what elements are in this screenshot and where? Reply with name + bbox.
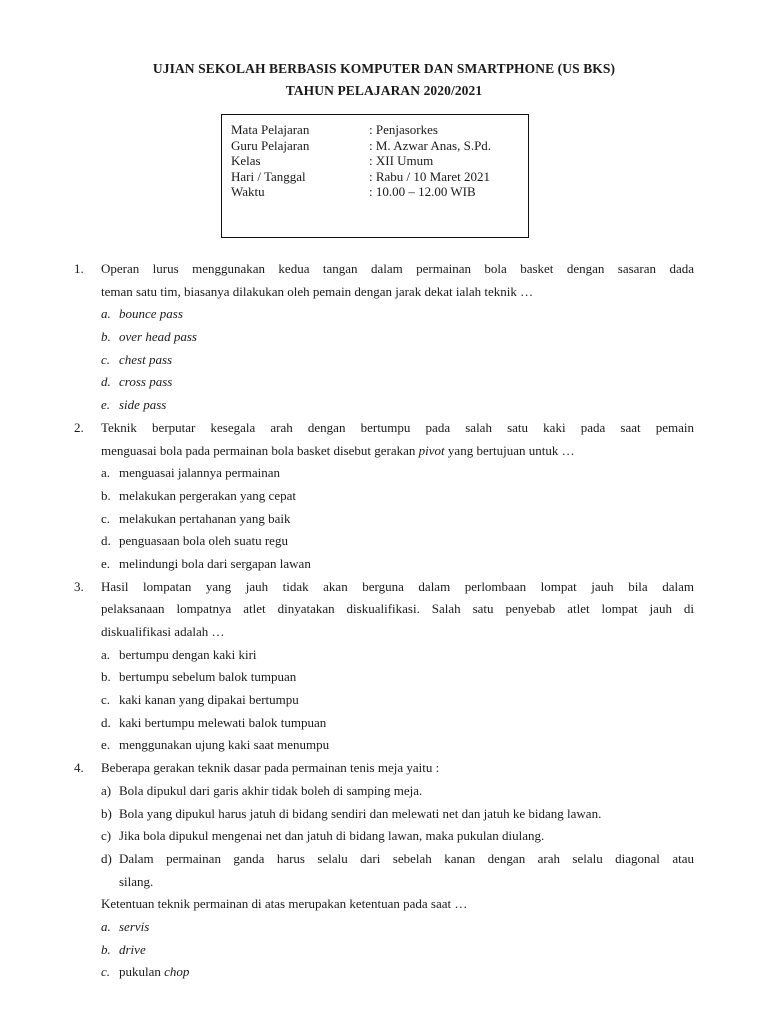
question-number: 1.: [74, 261, 84, 276]
answer-option[interactable]: [74, 734, 694, 757]
option-letter: a.: [101, 465, 111, 481]
option-letter: d.: [101, 714, 111, 730]
question-3-line: [74, 621, 694, 644]
question-text: teman satu tim, biasanya dilakukan oleh pemain dengan jarak dekat ialah teknik …: [101, 283, 534, 299]
info-row-class: [231, 153, 528, 169]
info-label: Hari / Tanggal: [231, 168, 306, 184]
question-text: Ketentuan teknik permainan di atas merupakan ketentuan pada saat …: [101, 896, 468, 912]
option-text: drive: [119, 941, 146, 957]
option-text: chest pass: [119, 351, 173, 367]
answer-option[interactable]: [74, 462, 694, 485]
question-text: Operan lurus menggunakan kedua tangan dalam permainan bola basket dengan sasaran dada: [101, 261, 694, 276]
question-2-line: [74, 440, 694, 463]
question-text: Beberapa gerakan teknik dasar pada permainan tenis meja yaitu :: [101, 760, 440, 776]
answer-option[interactable]: [74, 553, 694, 576]
sub-item: [74, 780, 694, 803]
answer-option[interactable]: [74, 326, 694, 349]
answer-option[interactable]: [74, 508, 694, 531]
option-letter: e.: [101, 555, 111, 571]
sub-item: [74, 803, 694, 826]
option-text: melindungi bola dari sergapan lawan: [119, 555, 311, 571]
info-value: : Rabu / 10 Maret 2021: [369, 168, 490, 184]
info-label: Waktu: [231, 184, 265, 199]
option-text: cross pass: [119, 374, 173, 390]
question-3-line: [74, 598, 694, 621]
question-text: diskualifikasi adalah …: [101, 624, 225, 639]
info-value: : Penjasorkes: [369, 122, 438, 137]
option-text: kaki kanan yang dipakai bertumpu: [119, 692, 299, 708]
info-row-time: [231, 184, 528, 200]
option-text: bertumpu sebelum balok tumpuan: [119, 669, 297, 685]
option-letter: a.: [101, 306, 111, 322]
question-number: 3.: [74, 578, 84, 594]
answer-option[interactable]: [74, 644, 694, 667]
answer-option[interactable]: [74, 530, 694, 553]
sub-item-text: Dalam permainan ganda harus selalu dari sebelah kanan dengan arah selalu diagonal atau: [119, 850, 694, 866]
question-text-part: menguasai bola pada permainan bola basket disebut gerakan: [101, 442, 419, 458]
option-text: bounce pass: [119, 306, 183, 322]
question-3-line: [74, 576, 694, 599]
question-1-line: [74, 281, 694, 304]
option-text: over head pass: [119, 329, 197, 345]
option-letter: c.: [101, 692, 111, 708]
sub-item-letter: a): [101, 782, 112, 798]
answer-option[interactable]: [74, 349, 694, 372]
option-text: side pass: [119, 397, 167, 413]
answer-option[interactable]: [74, 394, 694, 417]
question-2-line: [74, 417, 694, 440]
exam-info-box: [221, 114, 529, 238]
question-text-italic: pivot: [418, 442, 445, 458]
sub-item-letter: b): [101, 805, 112, 821]
info-value: : 10.00 – 12.00 WIB: [369, 184, 476, 199]
sub-item: [74, 825, 694, 848]
info-label: Mata Pelajaran: [231, 122, 310, 137]
question-text: [101, 440, 694, 463]
option-letter: b.: [101, 329, 111, 345]
question-4-line: [74, 893, 694, 916]
question-text: Teknik berputar kesegala arah dengan bertumpu pada salah satu kaki pada saat pemain: [101, 419, 694, 435]
info-value: : M. Azwar Anas, S.Pd.: [369, 137, 492, 153]
option-text: bertumpu dengan kaki kiri: [119, 646, 257, 662]
sub-item-continuation: [74, 871, 694, 894]
option-text-italic: chop: [164, 964, 190, 980]
option-letter: a.: [101, 646, 111, 662]
answer-option[interactable]: [74, 303, 694, 326]
sub-item-text: Bola dipukul dari garis akhir tidak boleh di samping meja.: [119, 782, 423, 798]
info-label: Guru Pelajaran: [231, 137, 310, 153]
info-label: Kelas: [231, 153, 261, 168]
exam-title: UJIAN SEKOLAH BERBASIS KOMPUTER DAN SMARTPHONE (US BKS): [152, 61, 616, 76]
option-text: [119, 961, 694, 984]
sub-item-text: Bola yang dipukul harus jatuh di bidang sendiri dan melewati net dan jatuh ke bidang lawan.: [119, 805, 602, 821]
option-letter: e.: [101, 737, 111, 753]
question-text-part: yang bertujuan untuk …: [444, 442, 575, 458]
exam-year: TAHUN PELAJARAN 2020/2021: [285, 83, 483, 98]
info-value: : XII Umum: [369, 153, 434, 168]
option-text: melakukan pergerakan yang cepat: [119, 487, 296, 503]
option-text: melakukan pertahanan yang baik: [119, 510, 291, 526]
sub-item-text: Jika bola dipukul mengenai net dan jatuh di bidang lawan, maka pukulan diulang.: [119, 828, 545, 844]
answer-option[interactable]: [74, 939, 694, 962]
question-number: 4.: [74, 760, 84, 776]
option-text: kaki bertumpu melewati balok tumpuan: [119, 714, 327, 730]
answer-option[interactable]: [74, 666, 694, 689]
option-letter: e.: [101, 397, 111, 413]
option-letter: b.: [101, 941, 111, 957]
answer-option[interactable]: [74, 689, 694, 712]
answer-option[interactable]: [74, 371, 694, 394]
question-list: [74, 258, 694, 984]
answer-option[interactable]: [74, 916, 694, 939]
option-letter: c.: [101, 351, 111, 367]
answer-option[interactable]: [74, 712, 694, 735]
option-text: penguasaan bola oleh suatu regu: [119, 533, 288, 549]
option-text: menguasai jalannya permainan: [119, 465, 280, 481]
question-4-line: [74, 757, 694, 780]
info-row-date: [231, 169, 528, 185]
option-text-part: pukulan: [119, 964, 165, 980]
question-number: 2.: [74, 419, 84, 435]
answer-option[interactable]: [74, 961, 694, 984]
answer-option[interactable]: [74, 485, 694, 508]
option-letter: c.: [101, 964, 111, 980]
option-letter: a.: [101, 918, 111, 934]
option-text: menggunakan ujung kaki saat menumpu: [119, 737, 330, 753]
info-row-subject: [231, 122, 528, 138]
question-text: Hasil lompatan yang jauh tidak akan berguna dalam perlombaan lompat jauh bila dalam: [101, 578, 694, 594]
question-text: pelaksanaan lompatnya atlet dinyatakan diskualifikasi. Salah satu penyebab atlet lompat jauh di: [101, 601, 694, 617]
question-1-line: [74, 258, 694, 281]
sub-item-letter: d): [101, 850, 112, 866]
sub-item-letter: c): [101, 828, 112, 844]
option-text: servis: [119, 918, 150, 934]
option-letter: d.: [101, 533, 111, 549]
option-letter: b.: [101, 669, 111, 685]
option-letter: d.: [101, 374, 111, 390]
option-letter: b.: [101, 487, 111, 503]
sub-item-text: silang.: [119, 873, 154, 889]
info-row-teacher: [231, 138, 528, 154]
sub-item: [74, 848, 694, 871]
option-letter: c.: [101, 510, 111, 526]
